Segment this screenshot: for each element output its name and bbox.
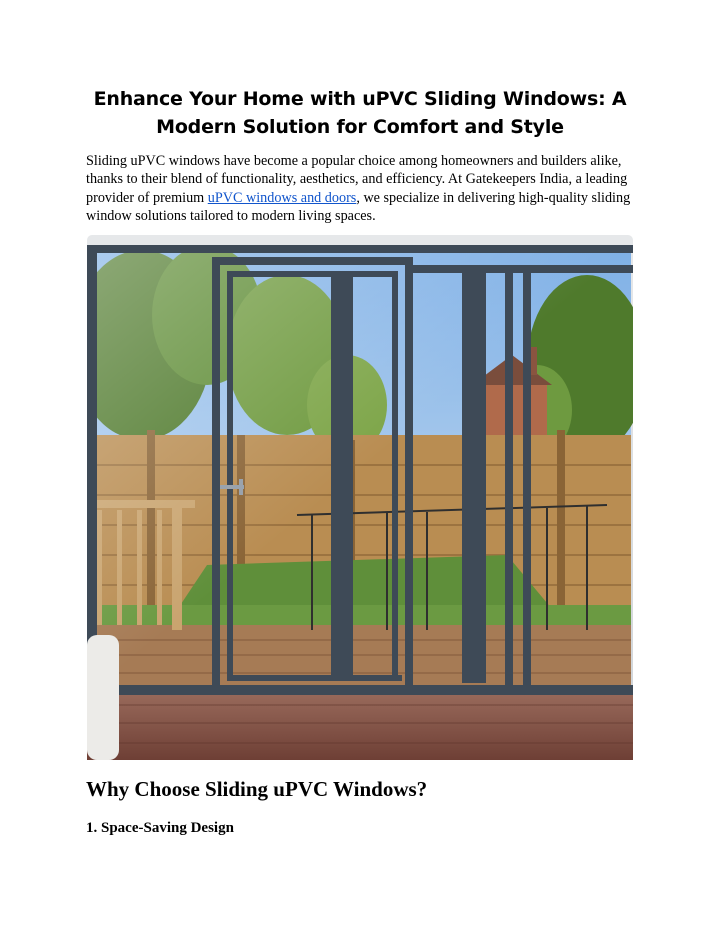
- upvc-windows-doors-link[interactable]: uPVC windows and doors: [207, 189, 357, 206]
- garden-scene: [87, 245, 633, 691]
- sofa: [87, 635, 119, 760]
- intro-text-end: , we specialize in delivering high-quality sliding window solutions tailored to modern living spaces.: [86, 189, 631, 224]
- sliding-window-photo: [87, 235, 633, 760]
- subheading-space-saving: 1. Space-Saving Design: [86, 820, 234, 836]
- intro-text-start: Sliding uPVC windows have become a popular choice among homeowners and builders alike, thanks to their blend of functionality, aesthetics, and efficiency. At Gatekeepers India, a leading provider of premium: [86, 153, 628, 206]
- article-title: Enhance Your Home with uPVC Sliding Windows: A Modern Solution for Comfort and Style: [93, 88, 627, 138]
- intro-paragraph: [86, 152, 646, 225]
- section-heading: Why Choose Sliding uPVC Windows?: [86, 777, 428, 801]
- wooden-floor: [87, 691, 633, 760]
